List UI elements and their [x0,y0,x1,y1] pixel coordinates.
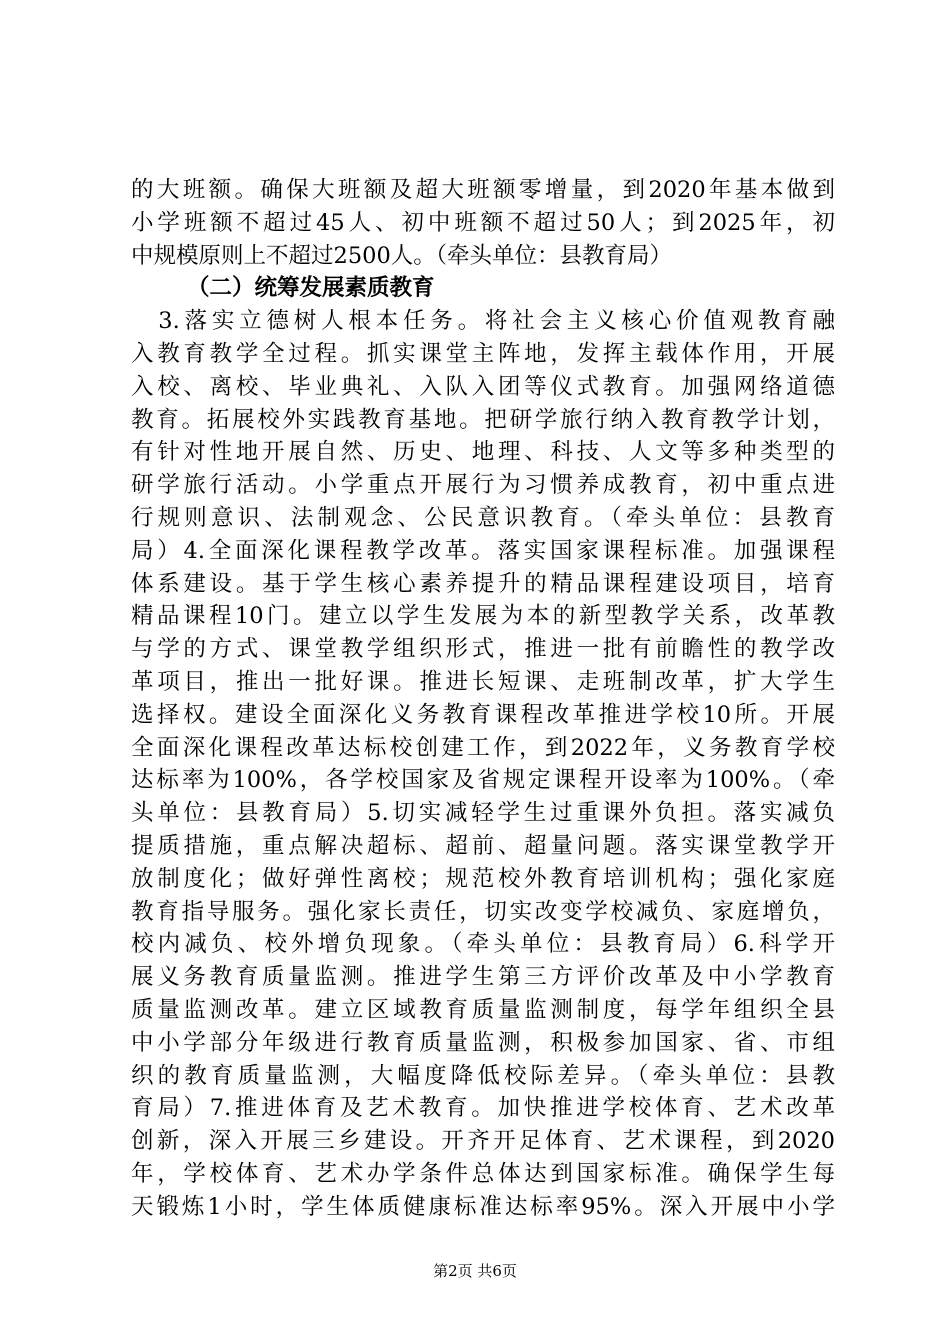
text-line: 的大班额。确保大班额及超大班额零增量，到2020年基本做到 [131,177,835,203]
text-line: 行规则意识、法制观念、公民意识教育。（牵头单位：县教育 [131,504,835,531]
page-number-footer: 第2页 共6页 [433,1262,517,1280]
text-line: 教育。拓展校外实践教育基地。把研学旅行纳入教育教学计划， [131,406,835,433]
text-line: 与学的方式、课堂教学组织形式，推进一批有前瞻性的教学改 [131,636,835,663]
text-line: 3.落实立德树人根本任务。将社会主义核心价值观教育融 [131,308,835,335]
text-line: 入校、离校、毕业典礼、入队入团等仪式教育。加强网络道德 [131,373,835,400]
section-heading: （二）统筹发展素质教育 [187,275,435,302]
text-line: 选择权。建设全面深化义务教育课程改革推进学校10所。开展 [131,701,835,728]
text-line: 校内减负、校外增负现象。（牵头单位：县教育局）6.科学开 [131,931,835,958]
text-line: 体系建设。基于学生核心素养提升的精品课程建设项目，培育 [131,570,835,597]
text-line: 展义务教育质量监测。推进学生第三方评价改革及中小学教育 [131,964,835,991]
text-line: 年，学校体育、艺术办学条件总体达到国家标准。确保学生每 [131,1160,835,1187]
text-line: 精品课程10门。建立以学生发展为本的新型教学关系，改革教 [131,603,835,630]
text-line: 全面深化课程改革达标校创建工作，到2022年，义务教育学校 [131,734,835,761]
text-line: 革项目，推出一批好课。推进长短课、走班制改革，扩大学生 [131,668,835,695]
text-line: 织的教育质量监测，大幅度降低校际差异。（牵头单位：县教 [131,1062,835,1089]
text-line: 入教育教学全过程。抓实课堂主阵地，发挥主载体作用，开展 [131,340,835,367]
text-line: 头单位：县教育局）5.切实减轻学生过重课外负担。落实减负 [131,800,835,827]
text-line: 放制度化；做好弹性离校；规范校外教育培训机构；强化家庭 [131,865,835,892]
text-line: 研学旅行活动。小学重点开展行为习惯养成教育，初中重点进 [131,472,835,499]
text-line: 天锻炼1小时，学生体质健康标准达标率95%。深入开展中小学 [131,1193,835,1220]
text-line: 达标率为100%，各学校国家及省规定课程开设率为100%。（牵 [131,767,835,794]
paragraph [131,305,835,1223]
text-line: 育局）7.推进体育及艺术教育。加快推进学校体育、艺术改革 [131,1095,835,1122]
text-line: 提质措施，重点解决超标、超前、超量问题。落实课堂教学开 [131,832,835,859]
text-line: 教育指导服务。强化家长责任，切实改变学校减负、家庭增负， [131,898,835,925]
text-line: 质量监测改革。建立区域教育质量监测制度，每学年组织全县 [131,996,835,1023]
document-body [131,174,835,1224]
text-line: 中小学部分年级进行教育质量监测，积极参加国家、省、市组 [131,1029,835,1056]
text-line: 小学班额不超过45人、初中班额不超过50人；到2025年，初 [131,209,835,236]
text-line: 创新，深入开展三乡建设。开齐开足体育、艺术课程，到2020 [131,1128,835,1155]
text-line: 有针对性地开展自然、历史、地理、科技、人文等多种类型的 [131,439,835,466]
text-line: 局）4.全面深化课程教学改革。落实国家课程标准。加强课程 [131,537,835,564]
text-line: 中规模原则上不超过2500人。（牵头单位：县教育局） [131,242,673,269]
